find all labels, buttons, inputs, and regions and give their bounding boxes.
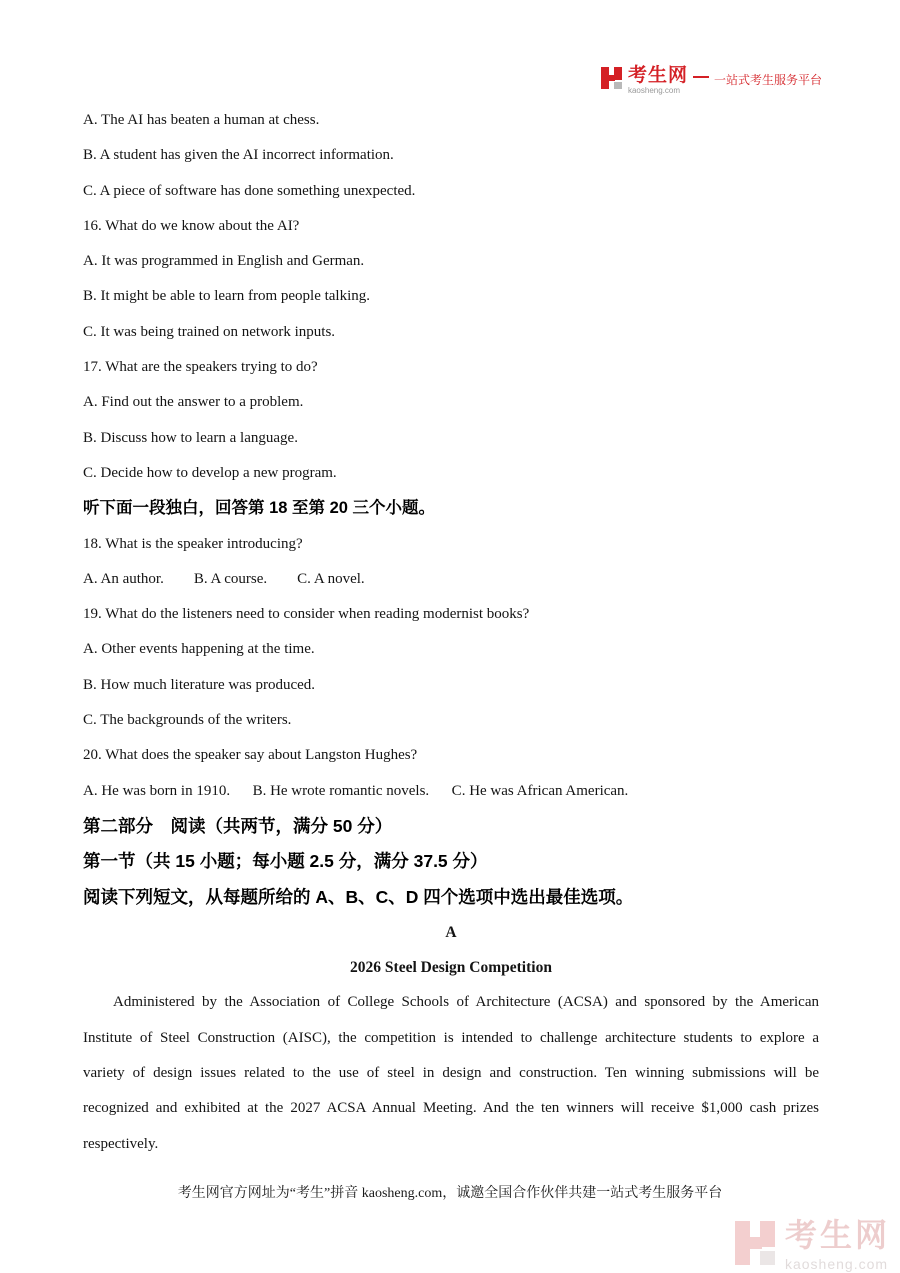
document-line: B. How much literature was produced.	[83, 676, 316, 693]
document-line: 17. What are the speakers trying to do?	[83, 359, 318, 376]
passage-paragraph: Administered by the Association of College Schools of Architecture (ACSA) and sponsored by the American Institute of Steel Construction (AISC), the competition is intended to challenge architecture students to explore a variety of design issues related to the use of steel in design and construction. Ten winning submissions will be recognized and exhibited at the 2027 ACSA Annual Meeting. And the ten winners will receive $1,000 cash prizes respectively.	[83, 994, 819, 1152]
document-line: A. Other events happening at the time.	[83, 641, 315, 658]
document-line: A. The AI has beaten a human at chess.	[83, 112, 320, 128]
document-line: A. It was programmed in English and German.	[83, 253, 365, 270]
document-line: C. The backgrounds of the writers.	[83, 712, 292, 729]
document-line: A. He was born in 1910. B. He wrote romantic novels. C. He was African American.	[83, 782, 629, 799]
document-line: A. Find out the answer to a problem.	[83, 394, 304, 411]
document-line: 16. What do we know about the AI?	[83, 217, 300, 234]
header-logo	[601, 66, 822, 95]
watermark-kaosheng-icon	[735, 1219, 777, 1267]
document-line: 阅读下列短文，从每题所给的 A、B、C、D 四个选项中选出最佳选项。	[83, 886, 634, 907]
document-line: B. Discuss how to learn a language.	[83, 429, 298, 446]
brand-name: 考生网	[627, 65, 688, 86]
document-line: 听下面一段独白，回答第 18 至第 20 三个小题。	[83, 499, 436, 518]
brand-tagline: 一站式考生服务平台	[713, 73, 822, 87]
document-line: C. A piece of software has done something unexpected.	[83, 182, 416, 199]
kaosheng-logo-icon	[601, 66, 623, 90]
document-line: B. It might be able to learn from people talking.	[83, 288, 371, 305]
watermark-logo	[735, 1219, 890, 1271]
document-line: C. It was being trained on network inputs.	[83, 323, 336, 340]
document-line: 20. What does the speaker say about Langston Hughes?	[83, 747, 418, 764]
document-lines	[83, 103, 819, 985]
watermark-text	[785, 1219, 890, 1271]
watermark-brand: 考生网	[784, 1217, 890, 1253]
document-line: A	[445, 923, 457, 941]
document-line: 18. What is the speaker introducing?	[83, 535, 303, 552]
document-line: 第二部分 阅读（共两节，满分 50 分）	[83, 815, 393, 836]
brand-domain: kaosheng.com	[627, 86, 680, 95]
document-line: 第一节（共 15 小题；每小题 2.5 分，满分 37.5 分）	[83, 851, 488, 872]
brand-text	[628, 66, 688, 95]
document-line: 19. What do the listeners need to consider when reading modernist books?	[83, 606, 530, 623]
document-line: A. An author. B. A course. C. A novel.	[83, 570, 365, 587]
document-body	[83, 103, 819, 1162]
footer-note: 考生网官方网址为“考生”拼音 kaosheng.com，诚邀全国合作伙伴共建一站式考生服务平台	[177, 1186, 723, 1201]
document-line: C. Decide how to develop a new program.	[83, 464, 337, 481]
document-line: 2026 Steel Design Competition	[350, 959, 552, 977]
watermark-domain: kaosheng.com	[784, 1256, 889, 1272]
document-line: B. A student has given the AI incorrect information.	[83, 147, 394, 164]
brand-separator	[693, 76, 709, 78]
